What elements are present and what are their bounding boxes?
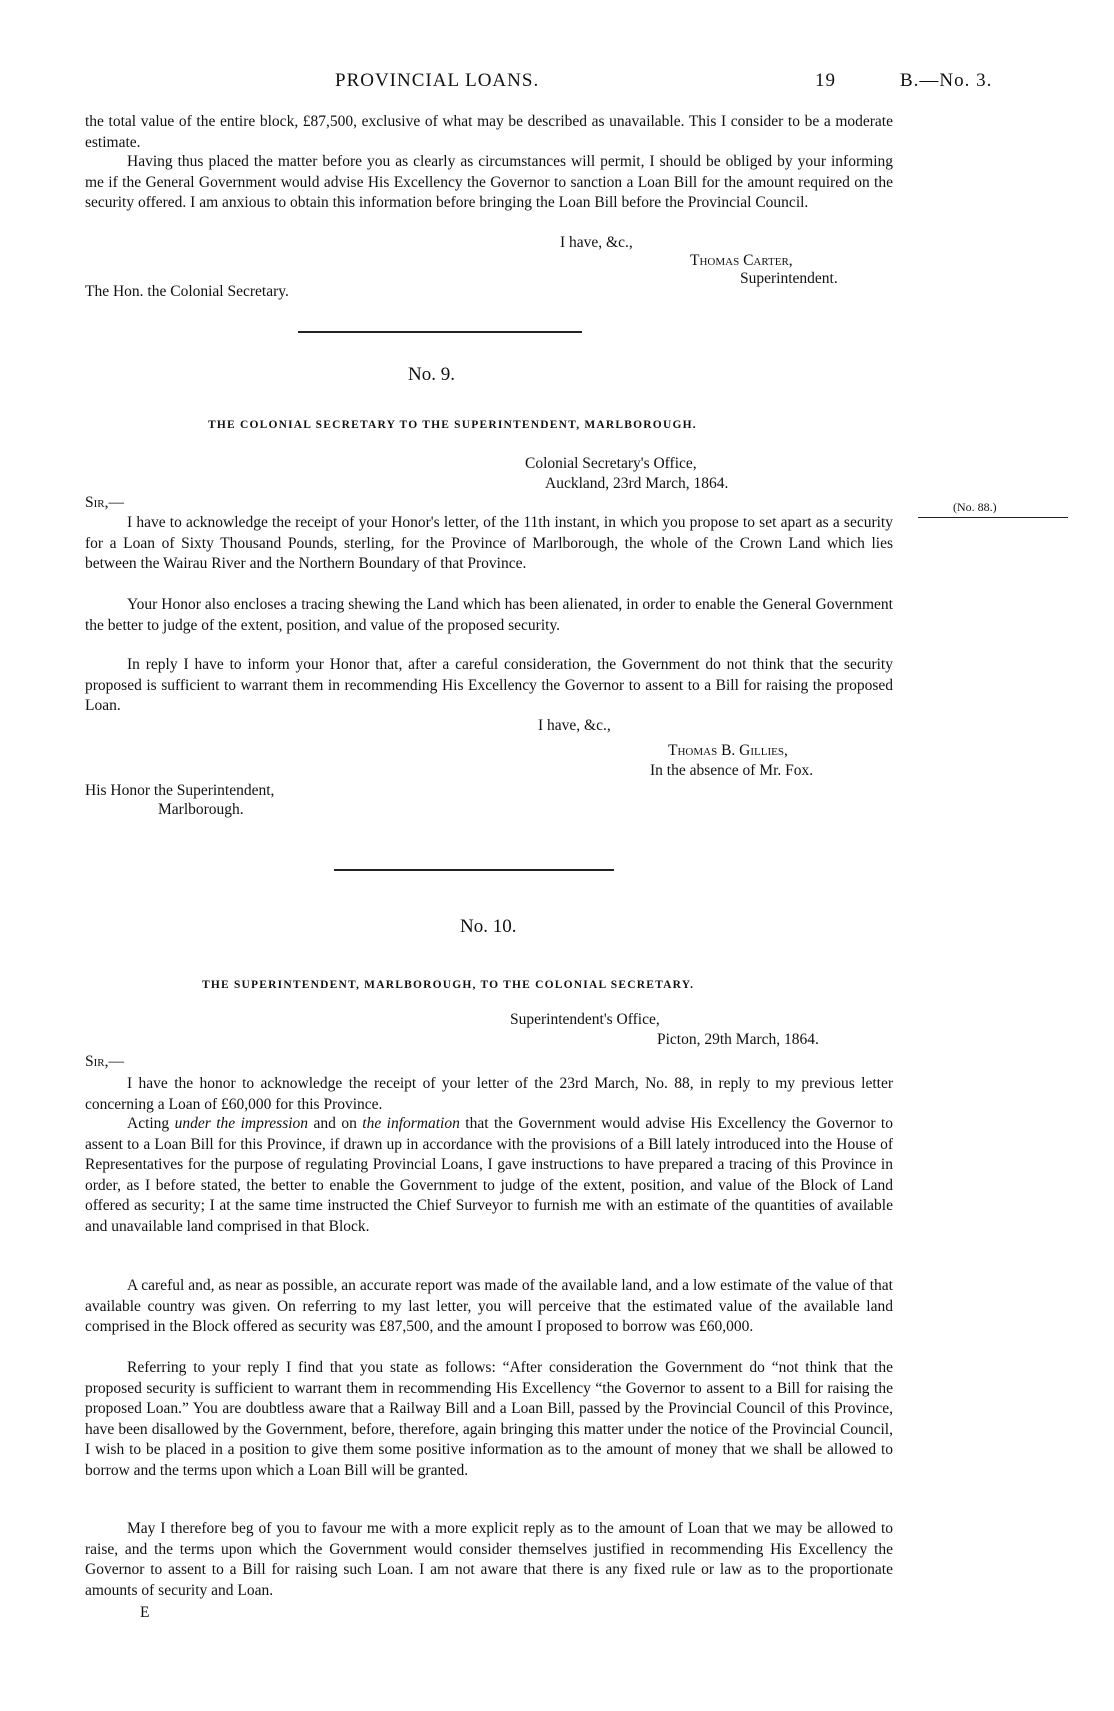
addressee: Marlborough.	[158, 801, 244, 818]
paragraph: I have to acknowledge the receipt of your Honor's letter, of the 11th instant, in which you propose to set apart as a security for a Loan of Sixty Thousand Pounds, sterling, for the Province of Marlborough, the whole of the Crown Land which lies between the Wairau River and the Northern Boundary of that Province.	[85, 514, 893, 572]
addressee: His Honor the Superintendent,	[85, 782, 275, 799]
salutation: Sir,—	[85, 494, 124, 511]
place-date: Picton, 29th March, 1864.	[657, 1031, 819, 1048]
section-rule	[334, 869, 614, 871]
signature: Thomas B. Gillies,	[668, 742, 788, 759]
text-run: that the Government would advise His Excellency the Governor to assent to a Loan Bill for this Province, if drawn up in accordance with the provisions of a Bill lately introduced into the House of Representatives for the purpose of regulating Provincial Loans, I gave instructions to have prepared a tracing of this Province in order, as I before stated, the better to enable the Government to judge of the extent, position, and value of the Block of Land offered as security; I at the same time instructed the Chief Surveyor to furnish me with an estimate of the quantities of available and unavailable land comprised in that Block.	[85, 1115, 893, 1235]
sender-office: Colonial Secretary's Office,	[525, 455, 697, 472]
text-run: Acting	[127, 1115, 175, 1132]
margin-note: (No. 88.)	[953, 500, 997, 514]
emphasis: under the impression	[174, 1115, 309, 1132]
document-number: No. 9.	[408, 364, 455, 385]
sender-office: Superintendent's Office,	[510, 1011, 660, 1028]
document-heading: THE COLONIAL SECRETARY TO THE SUPERINTENDENT, MARLBOROUGH.	[208, 419, 697, 431]
salutation: Sir,—	[85, 1053, 124, 1070]
top-paragraph-1: the total value of the entire block, £87,500, exclusive of what may be described as unavailable. This I consider to be a moderate estimate.	[85, 113, 893, 151]
text-run: and on	[308, 1115, 363, 1132]
paragraph: I have the honor to acknowledge the receipt of your letter of the 23rd March, No. 88, in reply to my previous letter concerning a Loan of £60,000 for this Province.	[85, 1075, 893, 1113]
document-heading: THE SUPERINTENDENT, MARLBOROUGH, TO THE COLONIAL SECRETARY.	[202, 979, 695, 991]
paragraph: Your Honor also encloses a tracing shewing the Land which has been alienated, in order to enable the General Government the better to judge of the extent, position, and value of the proposed security.	[85, 596, 893, 634]
section-rule	[298, 331, 582, 333]
paper-reference: B.—No. 3.	[900, 70, 993, 91]
closing: I have, &c.,	[538, 717, 611, 734]
emphasis: the information	[362, 1115, 460, 1132]
place-date: Auckland, 23rd March, 1864.	[545, 475, 729, 492]
top-closing: I have, &c.,	[560, 234, 633, 251]
top-addressee: The Hon. the Colonial Secretary.	[85, 283, 289, 300]
paragraph: May I therefore beg of you to favour me with a more explicit reply as to the amount of Loan that we may be allowed to raise, and the terms upon which the Government would consider themselves justified in recommending His Excellency the Governor to assent to a Bill for raising such Loan. I am not aware that there is any fixed rule or law as to the proportionate amounts of security and Loan.	[85, 1520, 893, 1599]
running-title: PROVINCIAL LOANS.	[335, 70, 540, 91]
signature-note: In the absence of Mr. Fox.	[650, 762, 814, 779]
top-paragraph-2: Having thus placed the matter before you as clearly as circumstances will permit, I should be obliged by your informing me if the General Government would advise His Excellency the Governor to sanction a Loan Bill for the amount required on the security offered. I am anxious to obtain this information before bringing the Loan Bill before the Provincial Council.	[85, 153, 893, 211]
page-number: 19	[815, 70, 836, 91]
top-signature: Thomas Carter,	[690, 252, 793, 269]
document-number: No. 10.	[460, 916, 517, 937]
margin-rule	[918, 517, 1068, 518]
top-signature-title: Superintendent.	[740, 270, 838, 287]
signature-mark: E	[140, 1604, 150, 1621]
paragraph	[85, 1114, 893, 1237]
paragraph: A careful and, as near as possible, an accurate report was made of the available land, and a low estimate of the value of that available country was given. On referring to my last letter, you will perceive that the estimated value of the available land comprised in the Block offered as security was £87,500, and the amount I proposed to borrow was £60,000.	[85, 1277, 893, 1335]
paragraph: Referring to your reply I find that you state as follows: “After consideration the Government do “not think that the proposed security is sufficient to warrant them in recommending His Excellency “the Governor to assent to a Bill for raising the proposed Loan.” You are doubtless aware that a Railway Bill and a Loan Bill, passed by the Provincial Council of this Province, have been disallowed by the Government, before, therefore, again bringing this matter under the notice of the Provincial Council, I wish to be placed in a position to give them some positive information as to the amount of money that we shall be allowed to borrow and the terms upon which a Loan Bill will be granted.	[85, 1359, 893, 1479]
paragraph: In reply I have to inform your Honor that, after a careful consideration, the Government do not think that the security proposed is sufficient to warrant them in recommending His Excellency the Governor to assent to a Bill for raising the proposed Loan.	[85, 656, 893, 714]
